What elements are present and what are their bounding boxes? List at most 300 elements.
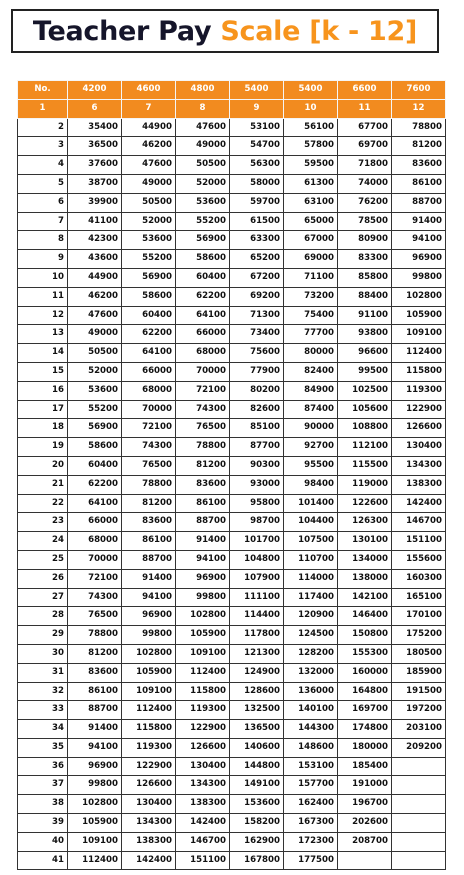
pay-cell: 76500 [176,419,230,438]
pay-cell: 63100 [284,193,338,212]
pay-cell: 149100 [230,776,284,795]
pay-cell [392,757,446,776]
pay-cell: 69200 [230,287,284,306]
pay-scale-table [17,80,446,870]
pay-cell: 44900 [68,268,122,287]
title-part-orange: Scale [k - 12] [220,15,418,47]
pay-cell: 91400 [68,720,122,739]
pay-cell: 119300 [176,701,230,720]
pay-cell: 98700 [230,513,284,532]
pay-cell: 53600 [176,193,230,212]
pay-cell: 132000 [284,663,338,682]
pay-cell: 185900 [392,663,446,682]
pay-cell: 74300 [68,588,122,607]
pay-cell: 52000 [122,212,176,231]
pay-cell: 115800 [392,362,446,381]
pay-cell: 102800 [176,607,230,626]
pay-cell: 64100 [68,494,122,513]
row-number-cell: 39 [18,814,68,833]
pay-cell: 72100 [68,569,122,588]
pay-cell: 101700 [230,532,284,551]
row-number-cell: 16 [18,381,68,400]
pay-cell: 104800 [230,550,284,569]
pay-cell: 55200 [122,250,176,269]
pay-cell: 151100 [176,851,230,870]
pay-cell: 58600 [176,250,230,269]
pay-cell: 170100 [392,607,446,626]
pay-cell: 117400 [284,588,338,607]
pay-cell: 38700 [68,174,122,193]
row-number-cell: 21 [18,475,68,494]
row-number-cell: 34 [18,720,68,739]
header-row-level [18,99,446,118]
pay-cell: 203100 [392,720,446,739]
pay-cell: 134300 [122,814,176,833]
table-row [18,362,446,381]
pay-cell: 111100 [230,588,284,607]
row-number-cell: 33 [18,701,68,720]
pay-cell: 112100 [338,438,392,457]
pay-cell: 69700 [338,137,392,156]
table-row [18,438,446,457]
pay-cell: 47600 [122,156,176,175]
table-row [18,644,446,663]
table-row [18,212,446,231]
pay-cell: 64100 [122,344,176,363]
pay-cell: 49000 [68,325,122,344]
pay-cell: 44900 [122,118,176,137]
pay-cell: 148600 [284,738,338,757]
pay-cell: 75600 [230,344,284,363]
row-number-cell: 12 [18,306,68,325]
header-cell: 4800 [176,81,230,100]
pay-cell: 134300 [176,776,230,795]
pay-cell: 69000 [284,250,338,269]
pay-cell: 94100 [176,550,230,569]
table-row [18,720,446,739]
pay-cell: 174800 [338,720,392,739]
pay-cell: 67700 [338,118,392,137]
pay-cell: 121300 [230,644,284,663]
pay-cell: 88400 [338,287,392,306]
header-cell: 6600 [338,81,392,100]
pay-cell: 119300 [122,738,176,757]
table-row [18,419,446,438]
pay-cell: 66000 [176,325,230,344]
header-cell: 1 [18,99,68,118]
pay-cell: 64100 [176,306,230,325]
pay-cell: 146700 [176,832,230,851]
pay-cell: 96900 [68,757,122,776]
pay-cell: 56300 [230,156,284,175]
pay-cell: 99800 [122,626,176,645]
row-number-cell: 31 [18,663,68,682]
header-cell: 7 [122,99,176,118]
row-number-cell: 26 [18,569,68,588]
pay-cell: 82400 [284,362,338,381]
pay-cell: 46200 [68,287,122,306]
pay-cell: 197200 [392,701,446,720]
pay-cell: 50500 [176,156,230,175]
pay-cell: 144300 [284,720,338,739]
pay-cell: 58600 [68,438,122,457]
pay-cell: 102500 [338,381,392,400]
row-number-cell: 10 [18,268,68,287]
pay-cell: 67000 [284,231,338,250]
pay-cell: 66000 [68,513,122,532]
table-row [18,344,446,363]
table-row [18,287,446,306]
table-row [18,381,446,400]
pay-cell: 76500 [68,607,122,626]
pay-cell: 71300 [230,306,284,325]
row-number-cell: 8 [18,231,68,250]
pay-cell: 102800 [392,287,446,306]
pay-cell: 99800 [68,776,122,795]
table-row [18,588,446,607]
table-row [18,626,446,645]
pay-cell: 151100 [392,532,446,551]
pay-cell: 91400 [176,532,230,551]
row-number-cell: 20 [18,456,68,475]
row-number-cell: 40 [18,832,68,851]
pay-cell: 35400 [68,118,122,137]
pay-cell: 73400 [230,325,284,344]
pay-cell: 162400 [284,795,338,814]
row-number-cell: 37 [18,776,68,795]
pay-cell: 88700 [392,193,446,212]
pay-cell: 96900 [392,250,446,269]
table-row [18,738,446,757]
pay-cell: 150800 [338,626,392,645]
row-number-cell: 18 [18,419,68,438]
pay-cell: 180000 [338,738,392,757]
pay-cell: 81200 [122,494,176,513]
pay-cell: 68000 [122,381,176,400]
pay-cell: 126600 [176,738,230,757]
header-cell: 10 [284,99,338,118]
table-row [18,532,446,551]
pay-cell: 56900 [68,419,122,438]
pay-cell: 98400 [284,475,338,494]
row-number-cell: 30 [18,644,68,663]
pay-cell: 78800 [392,118,446,137]
pay-cell: 60400 [176,268,230,287]
pay-cell: 144800 [230,757,284,776]
pay-cell: 65200 [230,250,284,269]
pay-cell: 62200 [122,325,176,344]
pay-cell: 114000 [284,569,338,588]
pay-cell [392,795,446,814]
table-row [18,682,446,701]
pay-cell: 142400 [392,494,446,513]
pay-cell: 82600 [230,400,284,419]
row-number-cell: 22 [18,494,68,513]
pay-cell: 53600 [122,231,176,250]
table-row [18,550,446,569]
pay-cell: 88700 [122,550,176,569]
pay-cell: 41100 [68,212,122,231]
table-row [18,814,446,833]
pay-cell: 81200 [176,456,230,475]
pay-cell: 112400 [122,701,176,720]
pay-cell: 158200 [230,814,284,833]
pay-cell: 140600 [230,738,284,757]
pay-cell: 78800 [68,626,122,645]
pay-cell: 47600 [176,118,230,137]
pay-cell: 94100 [392,231,446,250]
pay-cell: 146700 [392,513,446,532]
header-cell: No. [18,81,68,100]
pay-cell: 119300 [392,381,446,400]
pay-cell: 68000 [176,344,230,363]
pay-cell: 55200 [176,212,230,231]
pay-cell: 86100 [122,532,176,551]
pay-cell: 76500 [122,456,176,475]
pay-cell: 112400 [392,344,446,363]
table-body [18,118,446,870]
pay-cell: 142100 [338,588,392,607]
pay-cell: 99800 [392,268,446,287]
pay-cell: 83300 [338,250,392,269]
pay-cell [392,776,446,795]
pay-cell: 54700 [230,137,284,156]
row-number-cell: 17 [18,400,68,419]
pay-cell: 165100 [392,588,446,607]
pay-cell: 105900 [122,663,176,682]
pay-cell: 86100 [392,174,446,193]
pay-cell: 91400 [122,569,176,588]
row-number-cell: 11 [18,287,68,306]
header-cell: 9 [230,99,284,118]
pay-cell: 61500 [230,212,284,231]
pay-cell: 88700 [176,513,230,532]
pay-cell: 74000 [338,174,392,193]
pay-cell: 114400 [230,607,284,626]
pay-cell [392,851,446,870]
pay-cell: 169700 [338,701,392,720]
pay-cell: 70000 [176,362,230,381]
pay-cell: 138300 [122,832,176,851]
pay-cell: 120900 [284,607,338,626]
table-row [18,456,446,475]
pay-cell: 130100 [338,532,392,551]
pay-cell: 68000 [68,532,122,551]
pay-cell: 74300 [176,400,230,419]
pay-cell: 167800 [230,851,284,870]
pay-cell: 81200 [392,137,446,156]
table-row [18,325,446,344]
pay-cell: 115500 [338,456,392,475]
pay-cell: 75400 [284,306,338,325]
pay-cell: 126300 [338,513,392,532]
pay-cell: 49000 [122,174,176,193]
row-number-cell: 27 [18,588,68,607]
pay-cell: 105600 [338,400,392,419]
table-row [18,832,446,851]
pay-cell: 99800 [176,588,230,607]
pay-cell: 62200 [176,287,230,306]
pay-cell: 155600 [392,550,446,569]
pay-cell: 138300 [176,795,230,814]
pay-cell: 56100 [284,118,338,137]
pay-cell: 136500 [230,720,284,739]
pay-cell: 128600 [230,682,284,701]
pay-cell: 132500 [230,701,284,720]
pay-cell: 107900 [230,569,284,588]
pay-cell: 70000 [68,550,122,569]
pay-cell: 90300 [230,456,284,475]
pay-cell: 86100 [68,682,122,701]
pay-cell: 160000 [338,663,392,682]
pay-cell: 78500 [338,212,392,231]
pay-cell: 71800 [338,156,392,175]
pay-cell: 66000 [122,362,176,381]
table-row [18,494,446,513]
table-row [18,118,446,137]
row-number-cell: 28 [18,607,68,626]
pay-cell: 52000 [176,174,230,193]
pay-cell: 93000 [230,475,284,494]
page-title [11,9,439,53]
pay-cell: 134000 [338,550,392,569]
pay-cell: 112400 [68,851,122,870]
pay-cell: 85100 [230,419,284,438]
pay-cell: 42300 [68,231,122,250]
table-row [18,268,446,287]
table-row [18,156,446,175]
pay-cell: 93800 [338,325,392,344]
table-row [18,776,446,795]
pay-cell: 122900 [122,757,176,776]
pay-cell: 96600 [338,344,392,363]
pay-cell: 146400 [338,607,392,626]
pay-cell: 162900 [230,832,284,851]
row-number-cell: 23 [18,513,68,532]
pay-cell: 83600 [176,475,230,494]
pay-cell: 164800 [338,682,392,701]
row-number-cell: 32 [18,682,68,701]
table-row [18,569,446,588]
pay-cell: 87400 [284,400,338,419]
pay-cell: 50500 [68,344,122,363]
pay-cell: 138300 [392,475,446,494]
table-row [18,400,446,419]
pay-cell: 96900 [176,569,230,588]
pay-cell: 94100 [68,738,122,757]
pay-cell: 73200 [284,287,338,306]
header-cell: 7600 [392,81,446,100]
pay-cell: 128200 [284,644,338,663]
pay-cell: 109100 [176,644,230,663]
pay-cell: 78800 [122,475,176,494]
pay-cell: 110700 [284,550,338,569]
row-number-cell: 4 [18,156,68,175]
pay-cell: 80200 [230,381,284,400]
pay-cell: 96900 [122,607,176,626]
pay-cell: 185400 [338,757,392,776]
pay-cell: 58000 [230,174,284,193]
pay-cell: 56900 [122,268,176,287]
header-cell: 5400 [230,81,284,100]
row-number-cell: 15 [18,362,68,381]
pay-cell: 109100 [392,325,446,344]
row-number-cell: 5 [18,174,68,193]
pay-cell: 88700 [68,701,122,720]
pay-cell: 76200 [338,193,392,212]
pay-cell: 153600 [230,795,284,814]
row-number-cell: 24 [18,532,68,551]
row-number-cell: 35 [18,738,68,757]
pay-cell: 65000 [284,212,338,231]
pay-cell: 109100 [68,832,122,851]
table-row [18,513,446,532]
pay-cell: 126600 [122,776,176,795]
row-number-cell: 7 [18,212,68,231]
header-row-grade-pay [18,81,446,100]
table-header [18,81,446,119]
pay-cell: 86100 [176,494,230,513]
pay-cell: 78800 [176,438,230,457]
table-row [18,795,446,814]
row-number-cell: 36 [18,757,68,776]
header-cell: 12 [392,99,446,118]
pay-cell: 59700 [230,193,284,212]
pay-cell: 84900 [284,381,338,400]
pay-cell: 102800 [122,644,176,663]
pay-cell: 155300 [338,644,392,663]
pay-cell: 126600 [392,419,446,438]
header-cell: 4200 [68,81,122,100]
header-cell: 11 [338,99,392,118]
pay-cell: 167300 [284,814,338,833]
pay-cell: 140100 [284,701,338,720]
pay-cell: 90000 [284,419,338,438]
pay-cell: 63300 [230,231,284,250]
pay-cell: 72100 [122,419,176,438]
pay-cell: 202600 [338,814,392,833]
pay-cell: 60400 [68,456,122,475]
row-number-cell: 25 [18,550,68,569]
pay-cell: 83600 [392,156,446,175]
pay-cell: 122900 [392,400,446,419]
pay-cell: 61300 [284,174,338,193]
pay-cell: 56900 [176,231,230,250]
pay-cell: 105900 [392,306,446,325]
row-number-cell: 14 [18,344,68,363]
pay-cell: 130400 [122,795,176,814]
pay-cell [338,851,392,870]
pay-cell: 191000 [338,776,392,795]
pay-cell: 92700 [284,438,338,457]
pay-cell: 55200 [68,400,122,419]
pay-cell: 70000 [122,400,176,419]
pay-cell: 138000 [338,569,392,588]
pay-cell: 37600 [68,156,122,175]
pay-cell: 122600 [338,494,392,513]
pay-cell: 153100 [284,757,338,776]
pay-cell: 124500 [284,626,338,645]
pay-cell: 105900 [176,626,230,645]
row-number-cell: 3 [18,137,68,156]
pay-cell [392,832,446,851]
pay-cell: 95500 [284,456,338,475]
pay-cell: 91100 [338,306,392,325]
pay-cell: 59500 [284,156,338,175]
header-cell: 5400 [284,81,338,100]
pay-cell: 108800 [338,419,392,438]
pay-cell: 134300 [392,456,446,475]
